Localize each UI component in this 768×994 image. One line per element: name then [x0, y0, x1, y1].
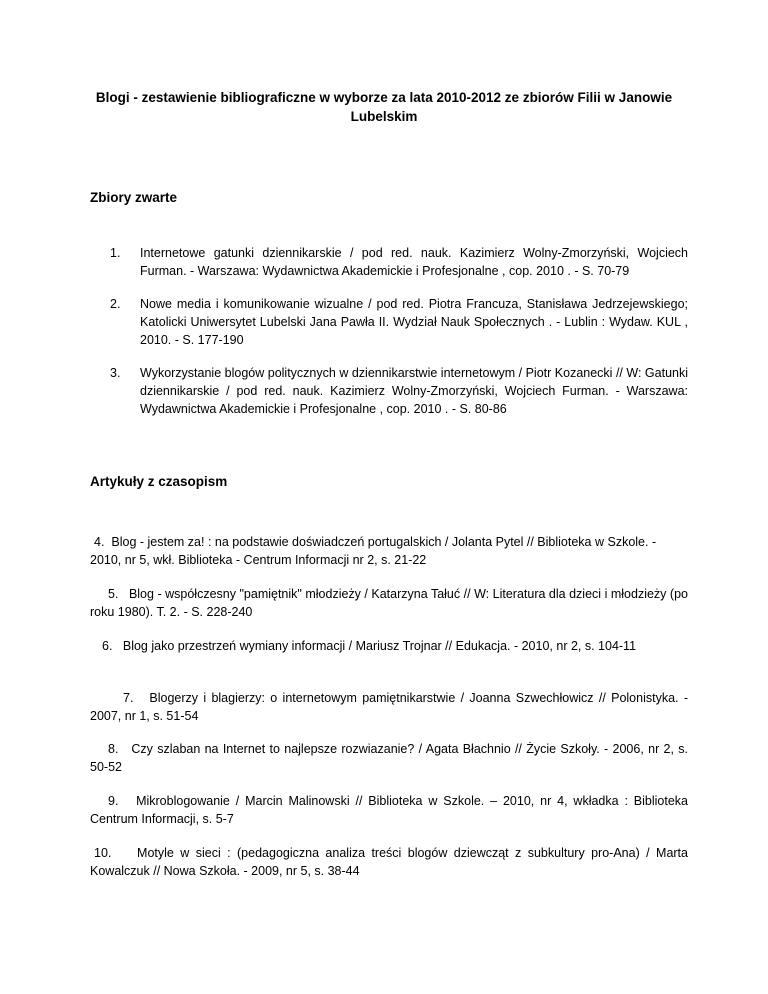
article-entry [90, 585, 688, 621]
entry-number: 6. [102, 639, 113, 653]
document-title: Blogi - zestawienie bibliograficzne w wyborze za lata 2010-2012 ze zbiorów Filii w Janowie Lubelskim [95, 90, 673, 124]
entry-text: Mikroblogowanie / Marcin Malinowski // Biblioteka w Szkole. – 2010, nr 4, wkładka : Biblioteka Centrum Informacji, s. 5-7 [90, 794, 689, 826]
section-heading-articles: Artykuły z czasopism [90, 474, 228, 489]
entry-number: 9. [108, 794, 119, 808]
article-entry [90, 792, 688, 828]
entry-number: 3. [110, 366, 121, 380]
article-entry [90, 533, 688, 569]
entry-number: 4. [94, 535, 105, 549]
section-heading-books: Zbiory zwarte [90, 190, 178, 205]
entry-number: 1. [110, 246, 121, 260]
entry-number: 8. [108, 742, 119, 756]
book-entry [90, 244, 688, 280]
entry-text: Blog - jestem za! : na podstawie doświadczeń portugalskich / Jolanta Pytel // Biblioteka w Szkole. - 2010, nr 5, wkł. Biblioteka - Centrum Informacji nr 2, s. 21-22 [90, 535, 657, 567]
entry-text: Blog - współczesny "pamiętnik" młodzieży / Katarzyna Tałuć // W: Literatura dla dzieci i młodzieży (po roku 1980). T. 2. - S. 228-240 [90, 587, 688, 619]
book-entry [90, 295, 688, 349]
entry-text: Czy szlaban na Internet to najlepsze rozwiazanie? / Agata Błachnio // Życie Szkoły. - 2006, nr 2, s. 50-52 [90, 742, 688, 774]
entry-text: Blogerzy i blagierzy: o internetowym pamiętnikarstwie / Joanna Szwechłowicz // Polonistyka. - 2007, nr 1, s. 51-54 [90, 691, 688, 723]
entry-text: Wykorzystanie blogów politycznych w dziennikarstwie internetowym / Piotr Kozanecki // W: Gatunki dziennikarskie / pod red. nauk. Kazimierz Wolny-Zmorzyński, Wojciech Furman. - Warszawa: Wydawnictwa Akademickie i Profesjonalne , cop. 2010 . - S. 80-86 [140, 366, 688, 416]
article-entry [90, 740, 688, 776]
book-entry [90, 364, 688, 418]
entry-number: 7. [123, 691, 134, 705]
entry-text: Motyle w sieci : (pedagogiczna analiza treści blogów dziewcząt z subkultury pro-Ana) / Marta Kowalczuk // Nowa Szkoła. - 2009, nr 5, s. 38-44 [90, 846, 688, 878]
article-entry [90, 844, 688, 880]
article-entry [90, 689, 688, 725]
entry-number: 2. [110, 297, 121, 311]
entry-text: Blog jako przestrzeń wymiany informacji / Mariusz Trojnar // Edukacja. - 2010, nr 2, s. 104-11 [122, 639, 637, 653]
entry-number: 10. [94, 846, 112, 860]
entry-text: Nowe media i komunikowanie wizualne / pod red. Piotra Francuza, Stanisława Jedrzejewskiego; Katolicki Uniwersytet Lubelski Jana Pawła II. Wydział Nauk Społecznych . - Lublin : Wydaw. KUL , 2010. - S. 177-190 [140, 297, 688, 347]
article-entry [90, 637, 688, 655]
entry-text: Internetowe gatunki dziennikarskie / pod red. nauk. Kazimierz Wolny-Zmorzyński, Wojciech Furman. - Warszawa: Wydawnictwa Akademickie i Profesjonalne , cop. 2010 . - S. 70-79 [140, 246, 688, 278]
entry-number: 5. [108, 587, 119, 601]
books-list [90, 244, 688, 433]
